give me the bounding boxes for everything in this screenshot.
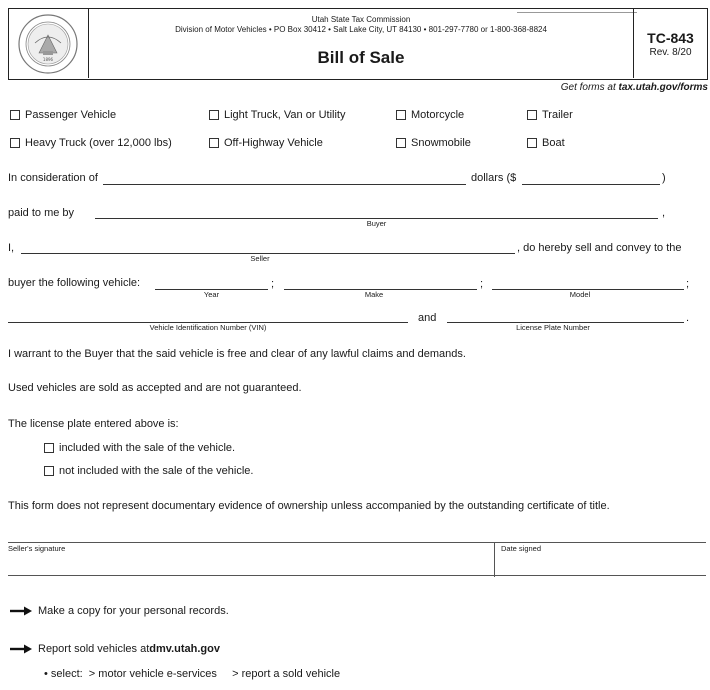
year-caption: Year — [203, 290, 220, 299]
warrant-statement: I warrant to the Buyer that the said vehicle is free and clear of any lawful claims and demands. — [8, 348, 466, 360]
signature-divider — [494, 543, 495, 577]
seller-suffix: , do hereby sell and convey to the — [517, 242, 682, 254]
vehicle-label: buyer the following vehicle: — [8, 277, 141, 289]
arrow-right-icon — [10, 644, 32, 654]
svg-text:1896: 1896 — [42, 57, 54, 62]
vehicle-type-off-highway[interactable] — [209, 137, 323, 149]
seller-signature-field[interactable] — [8, 552, 484, 574]
date-signed-field[interactable] — [496, 552, 704, 574]
consideration-label: In consideration of — [8, 172, 98, 184]
forms-link[interactable]: tax.utah.gov/forms — [618, 82, 708, 93]
vehicle-type-boat[interactable] — [527, 137, 565, 149]
checkbox-label: Off-Highway Vehicle — [224, 137, 323, 149]
dollars-label: dollars ($ — [471, 172, 517, 184]
report-instruction — [10, 643, 220, 655]
checkbox-label: Snowmobile — [411, 137, 471, 149]
model-caption: Model — [569, 290, 591, 299]
seller-prefix: I, — [8, 242, 15, 254]
copy-instruction-text: Make a copy for your personal records. — [38, 605, 229, 617]
evidence-statement: This form does not represent documentary evidence of ownership unless accompanied by the outstanding certificate of title. — [8, 500, 610, 512]
agency-contact: Division of Motor Vehicles • PO Box 30412 • Salt Lake City, UT 84130 • 801-297-7780 or 1-800-368-8824 — [175, 25, 547, 34]
form-number: TC-843 — [647, 30, 694, 46]
get-forms-prefix: Get forms at — [560, 82, 619, 93]
seal-cell — [9, 9, 89, 78]
checkbox-label: not included with the sale of the vehicle. — [59, 465, 254, 477]
form-id-cell — [633, 9, 707, 78]
close-paren: ) — [662, 172, 666, 184]
model-separator: ; — [686, 278, 690, 290]
paid-comma: , — [662, 207, 666, 219]
vehicle-type-heavy-truck[interactable] — [10, 137, 172, 149]
copy-instruction — [10, 605, 229, 617]
header-center — [89, 9, 633, 78]
vehicle-type-motorcycle[interactable] — [396, 109, 464, 121]
checkbox[interactable] — [44, 466, 54, 476]
vehicle-type-trailer[interactable] — [527, 109, 573, 121]
checkbox-label: Passenger Vehicle — [25, 109, 117, 121]
get-forms-note — [561, 82, 708, 93]
plate-not-included-option[interactable] — [44, 465, 253, 477]
checkbox[interactable] — [396, 138, 406, 148]
agency-name: Utah State Tax Commission — [311, 15, 411, 24]
seller-caption: Seller — [250, 254, 270, 263]
checkbox[interactable] — [44, 443, 54, 453]
checkbox[interactable] — [527, 138, 537, 148]
plate-caption: License Plate Number — [516, 323, 590, 332]
plate-intro: The license plate entered above is: — [8, 418, 179, 430]
date-signed-label: Date signed — [501, 544, 542, 553]
vehicle-type-passenger[interactable] — [10, 109, 116, 121]
consideration-amount-field[interactable] — [522, 184, 660, 185]
checkbox[interactable] — [396, 110, 406, 120]
consideration-amount-words-field[interactable] — [103, 184, 466, 185]
checkbox-label: Boat — [542, 137, 565, 149]
buyer-caption: Buyer — [366, 219, 387, 228]
checkbox-label: Light Truck, Van or Utility — [224, 109, 346, 121]
utah-state-seal-icon — [17, 13, 79, 75]
form-revision: Rev. 8/20 — [649, 47, 692, 58]
and-label: and — [418, 312, 437, 324]
checkbox[interactable] — [209, 138, 219, 148]
plate-included-option[interactable] — [44, 442, 235, 454]
vehicle-type-snowmobile[interactable] — [396, 137, 471, 149]
checkbox[interactable] — [10, 138, 20, 148]
make-separator: ; — [480, 278, 484, 290]
make-caption: Make — [364, 290, 384, 299]
paid-label: paid to me by — [8, 207, 75, 219]
form-title: Bill of Sale — [317, 48, 405, 67]
used-vehicle-statement: Used vehicles are sold as accepted and are not guaranteed. — [8, 382, 302, 394]
arrow-right-icon — [10, 606, 32, 616]
report-instruction-prefix: Report sold vehicles at — [38, 643, 150, 655]
checkbox[interactable] — [209, 110, 219, 120]
plate-period: . — [686, 312, 690, 324]
select-instruction: • select: > motor vehicle e-services > report a sold vehicle — [44, 668, 341, 680]
checkbox-label: included with the sale of the vehicle. — [59, 442, 236, 454]
checkbox[interactable] — [10, 110, 20, 120]
vin-caption: Vehicle Identification Number (VIN) — [149, 323, 267, 332]
checkbox-label: Motorcycle — [411, 109, 465, 121]
checkbox-label: Heavy Truck (over 12,000 lbs) — [25, 137, 172, 149]
dmv-link[interactable]: dmv.utah.gov — [149, 643, 220, 655]
vehicle-type-light-truck[interactable] — [209, 109, 345, 121]
checkbox-label: Trailer — [542, 109, 573, 121]
seller-signature-label: Seller's signature — [8, 544, 66, 553]
year-separator: ; — [271, 278, 275, 290]
checkbox[interactable] — [527, 110, 537, 120]
form-header — [8, 8, 708, 80]
